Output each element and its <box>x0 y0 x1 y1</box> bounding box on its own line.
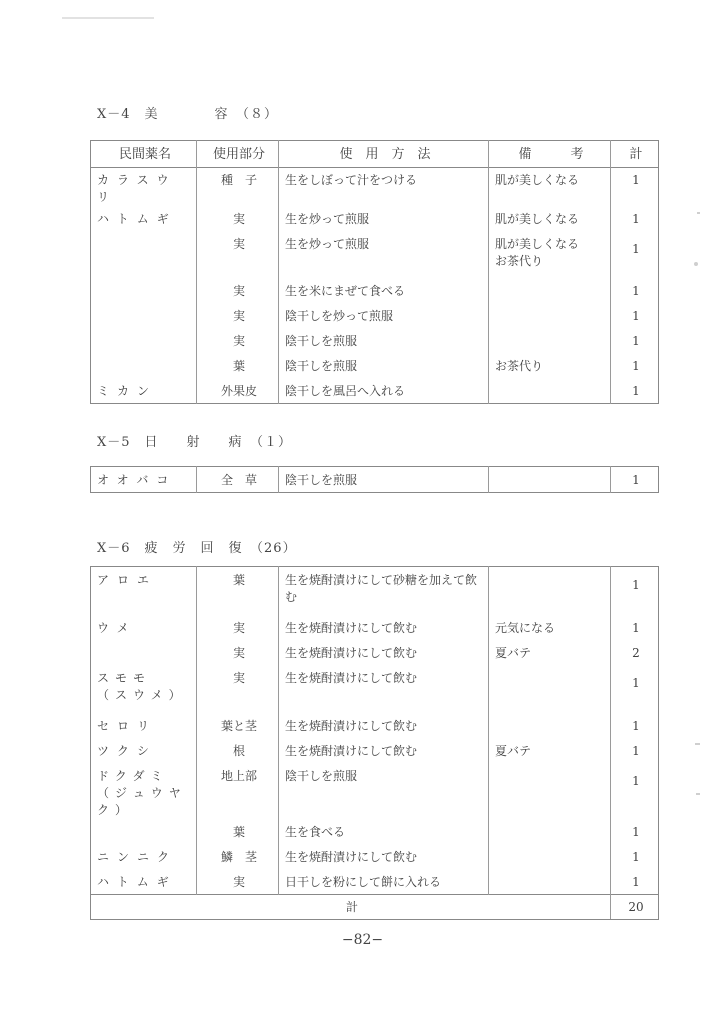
cell-name <box>91 328 197 353</box>
table-header-row <box>91 141 659 168</box>
cell-note: 肌が美しくなる お茶代り <box>489 231 611 278</box>
table-row <box>91 763 659 819</box>
table-row <box>91 467 659 493</box>
cell-method: 日干しを粉にして餅に入れる <box>279 869 489 895</box>
page-number: −82− <box>341 932 384 948</box>
cell-name: セロリ <box>91 713 197 738</box>
table-row <box>91 738 659 763</box>
cell-name <box>91 819 197 844</box>
cell-part: 実 <box>197 615 279 640</box>
header-name: 民間薬名 <box>91 141 197 168</box>
cell-count: 1 <box>632 334 640 348</box>
table-beauty-body <box>90 167 659 404</box>
cell-method: 陰干しを炒って煎服 <box>279 303 489 328</box>
cell-method: 陰干しを風呂へ入れる <box>279 378 489 404</box>
table-heatstroke <box>90 466 659 493</box>
cell-count: 1 <box>632 825 640 839</box>
header-note: 備 考 <box>489 141 611 168</box>
margin-mark <box>695 743 700 745</box>
cell-count: 1 <box>632 774 640 788</box>
cell-count: 1 <box>632 621 640 635</box>
cell-part: 全 草 <box>197 467 279 493</box>
cell-part: 実 <box>197 328 279 353</box>
cell-method: 生を炒って煎服 <box>279 231 489 278</box>
cell-method: 生を米にまぜて食べる <box>279 278 489 303</box>
cell-note: 夏バテ <box>489 738 611 763</box>
cell-part: 葉 <box>197 567 279 616</box>
table-fatigue <box>90 566 659 920</box>
cell-count: 1 <box>632 850 640 864</box>
cell-method: 生を焼酎漬けにして飲む <box>279 615 489 640</box>
cell-part: 外果皮 <box>197 378 279 404</box>
cell-part: 根 <box>197 738 279 763</box>
table-row <box>91 640 659 665</box>
cell-name <box>91 353 197 378</box>
cell-part: 実 <box>197 303 279 328</box>
cell-part: 実 <box>197 665 279 713</box>
cell-note <box>489 467 611 493</box>
cell-name: ドクダミ （ジュウヤク） <box>91 763 197 819</box>
header-part: 使用部分 <box>197 141 279 168</box>
table-row <box>91 231 659 278</box>
cell-name <box>91 278 197 303</box>
cell-note <box>489 819 611 844</box>
cell-name: ツクシ <box>91 738 197 763</box>
table-row <box>91 567 659 616</box>
cell-part: 実 <box>197 231 279 278</box>
cell-count: 1 <box>632 242 640 256</box>
cell-note: 肌が美しくなる <box>489 206 611 231</box>
cell-part: 地上部 <box>197 763 279 819</box>
cell-count: 1 <box>632 284 640 298</box>
header-method: 使 用 方 法 <box>279 141 489 168</box>
cell-count: 1 <box>632 578 640 592</box>
margin-mark <box>694 262 698 266</box>
cell-note <box>489 713 611 738</box>
cell-method: 生を焼酎漬けにして飲む <box>279 640 489 665</box>
cell-name: カラスウリ <box>91 167 197 206</box>
cell-part: 実 <box>197 278 279 303</box>
cell-method: 生を焼酎漬けにして飲む <box>279 844 489 869</box>
cell-note <box>489 869 611 895</box>
cell-note <box>489 303 611 328</box>
table-row <box>91 167 659 206</box>
cell-note: 夏バテ <box>489 640 611 665</box>
cell-note: 元気になる <box>489 615 611 640</box>
cell-part: 種 子 <box>197 167 279 206</box>
cell-part: 鱗 茎 <box>197 844 279 869</box>
cell-method: 陰干しを煎服 <box>279 328 489 353</box>
cell-name: ニンニク <box>91 844 197 869</box>
table-row <box>91 206 659 231</box>
cell-count: 1 <box>632 384 640 398</box>
cell-count: 1 <box>632 359 640 373</box>
cell-part: 葉と茎 <box>197 713 279 738</box>
margin-mark <box>696 793 700 795</box>
cell-name: ハトムギ <box>91 869 197 895</box>
cell-count: 1 <box>632 676 640 690</box>
cell-count: 1 <box>632 212 640 226</box>
cell-note <box>489 844 611 869</box>
table-row <box>91 665 659 713</box>
cell-method: 生をしぼって汁をつける <box>279 167 489 206</box>
cell-name <box>91 640 197 665</box>
cell-count: 1 <box>632 719 640 733</box>
total-label: 計 <box>91 895 611 920</box>
total-value: 20 <box>611 895 659 920</box>
section-title-fatigue: X－6 疲 労 回 復 （26） <box>97 541 297 556</box>
cell-count: 1 <box>632 744 640 758</box>
cell-method: 陰干しを煎服 <box>279 353 489 378</box>
table-beauty <box>90 140 659 168</box>
table-row <box>91 844 659 869</box>
cell-method: 生を焼酎漬けにして飲む <box>279 665 489 713</box>
cell-note: お茶代り <box>489 353 611 378</box>
cell-method: 生を食べる <box>279 819 489 844</box>
cell-part: 実 <box>197 869 279 895</box>
cell-method: 陰干しを煎服 <box>279 467 489 493</box>
table-row <box>91 869 659 895</box>
table-row <box>91 615 659 640</box>
cell-part: 葉 <box>197 819 279 844</box>
table-row <box>91 353 659 378</box>
table-row <box>91 819 659 844</box>
table-row <box>91 278 659 303</box>
cell-name <box>91 231 197 278</box>
cell-name: ハトムギ <box>91 206 197 231</box>
cell-note: 肌が美しくなる <box>489 167 611 206</box>
cell-method: 生を炒って煎服 <box>279 206 489 231</box>
cell-name <box>91 303 197 328</box>
cell-method: 陰干しを煎服 <box>279 763 489 819</box>
cell-part: 実 <box>197 206 279 231</box>
cell-method: 生を焼酎漬けにして飲む <box>279 713 489 738</box>
cell-note <box>489 567 611 616</box>
cell-count: 1 <box>632 473 640 487</box>
table-row <box>91 328 659 353</box>
cell-note <box>489 378 611 404</box>
table-row <box>91 303 659 328</box>
cell-note <box>489 665 611 713</box>
scan-smudge <box>62 17 154 19</box>
cell-count: 1 <box>632 173 640 187</box>
cell-note <box>489 763 611 819</box>
cell-method: 生を焼酎漬けにして飲む <box>279 738 489 763</box>
cell-count: 1 <box>632 309 640 323</box>
cell-name: スモモ （スウメ） <box>91 665 197 713</box>
header-count: 計 <box>611 141 659 168</box>
cell-name: ウメ <box>91 615 197 640</box>
table-row <box>91 378 659 404</box>
section-title-beauty: X－4 美 容 （８） <box>97 107 279 122</box>
cell-part: 葉 <box>197 353 279 378</box>
cell-note <box>489 278 611 303</box>
cell-count: 2 <box>632 646 640 660</box>
total-row <box>91 895 659 920</box>
cell-count: 1 <box>632 875 640 889</box>
cell-name: アロエ <box>91 567 197 616</box>
cell-part: 実 <box>197 640 279 665</box>
cell-method: 生を焼酎漬けにして砂糖を加えて飲む <box>279 567 489 616</box>
cell-name: オオバコ <box>91 467 197 493</box>
margin-mark <box>697 212 700 214</box>
cell-name: ミカン <box>91 378 197 404</box>
cell-note <box>489 328 611 353</box>
section-title-heatstroke: X－5 日 射 病 （１） <box>97 435 293 450</box>
table-row <box>91 713 659 738</box>
